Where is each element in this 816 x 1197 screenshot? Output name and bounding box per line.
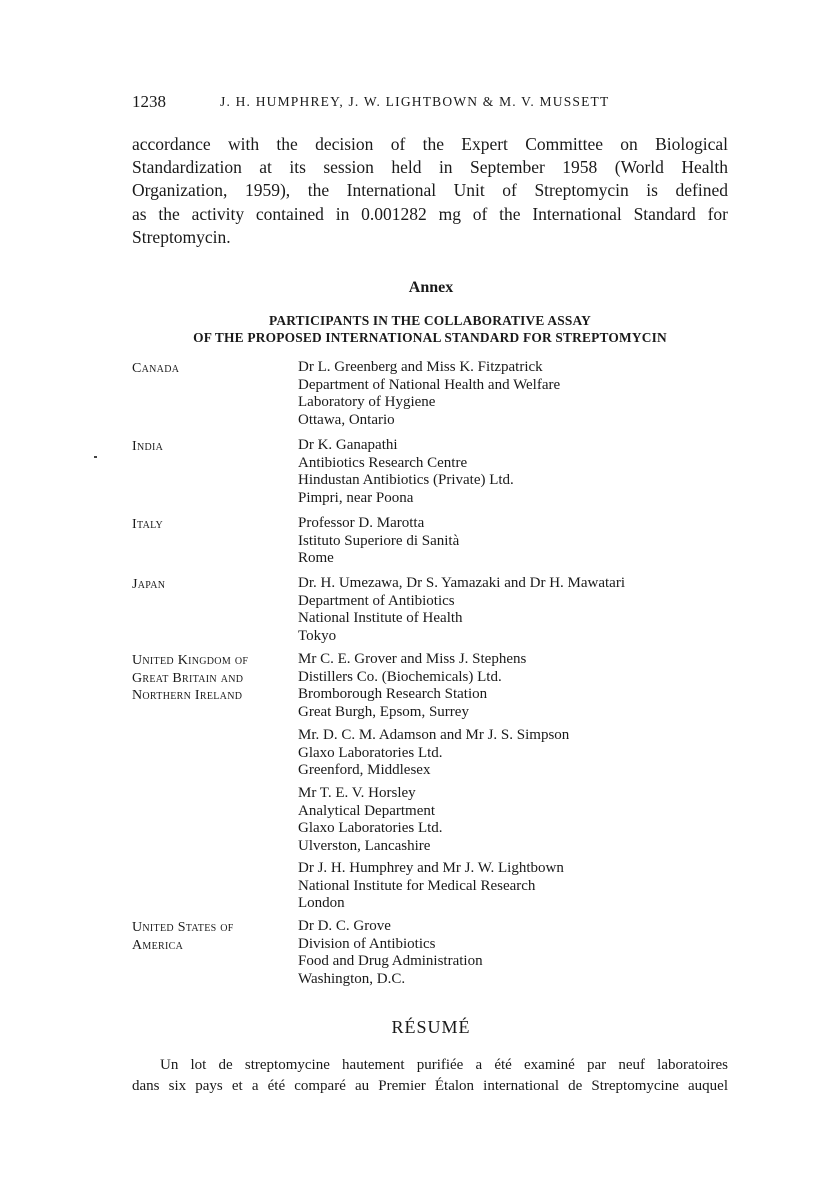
resume-line: dans six pays et a été comparé au Premier Étalon international de Streptomycine auquel bbox=[132, 1078, 728, 1094]
country-line: Northern Ireland bbox=[132, 688, 243, 704]
participant-line: National Institute for Medical Research bbox=[298, 877, 536, 894]
margin-mark bbox=[94, 456, 97, 458]
participant-lines bbox=[298, 515, 728, 568]
participant-lines bbox=[298, 437, 728, 507]
participant-line: Dr. H. Umezawa, Dr S. Yamazaki and Dr H. Mawatari bbox=[298, 575, 625, 591]
participant-line: Professor D. Marotta bbox=[298, 515, 425, 531]
participant-line: Division of Antibiotics bbox=[298, 935, 436, 952]
annex-heading-line: OF THE PROPOSED INTERNATIONAL STANDARD FOR STREPTOMYCIN bbox=[193, 330, 667, 345]
participant-line: Dr K. Ganapathi bbox=[298, 437, 398, 453]
participant-line: Dr D. C. Grove bbox=[298, 918, 391, 934]
participant-line: Bromborough Research Station bbox=[298, 686, 488, 703]
resume-line: Un lot de streptomycine hautement purifiée a été examiné par neuf laboratoires bbox=[160, 1057, 728, 1073]
country-label bbox=[132, 360, 297, 378]
annex-heading bbox=[132, 312, 728, 346]
country-label bbox=[132, 652, 297, 705]
participant-line: Glaxo Laboratories Ltd. bbox=[298, 744, 443, 761]
participant-lines bbox=[298, 359, 728, 429]
intro-line: Streptomycin. bbox=[132, 226, 231, 247]
intro-line: Organization, 1959), the International Unit of Streptomycin is defined bbox=[132, 180, 728, 201]
participant-line: London bbox=[298, 895, 345, 912]
participant-line: Istituto Superiore di Sanità bbox=[298, 532, 460, 549]
intro-line: Standardization at its session held in September 1958 (World Health bbox=[132, 157, 728, 178]
participant-line: Distillers Co. (Biochemicals) Ltd. bbox=[298, 668, 502, 685]
participant-line: Glaxo Laboratories Ltd. bbox=[298, 820, 443, 837]
resume-title: RÉSUMÉ bbox=[391, 1017, 471, 1037]
participant-line: Analytical Department bbox=[298, 802, 436, 819]
country-label bbox=[132, 919, 297, 954]
participant-line: Mr T. E. V. Horsley bbox=[298, 785, 416, 801]
participant-line: National Institute of Health bbox=[298, 610, 463, 627]
country-line: Canada bbox=[132, 361, 180, 376]
participant-line: Ottawa, Ontario bbox=[298, 411, 395, 428]
country-line: United States of bbox=[132, 920, 234, 935]
country-line: India bbox=[132, 439, 164, 454]
participant-lines bbox=[298, 575, 728, 645]
participant-line: Pimpri, near Poona bbox=[298, 489, 414, 506]
participant-line: Dr L. Greenberg and Miss K. Fitzpatrick bbox=[298, 359, 543, 375]
participant-line: Greenford, Middlesex bbox=[298, 762, 431, 779]
country-line: Italy bbox=[132, 517, 164, 532]
participant-lines bbox=[298, 918, 728, 988]
participant-line: Hindustan Antibiotics (Private) Ltd. bbox=[298, 472, 514, 489]
country-line: Great Britain and bbox=[132, 670, 244, 686]
running-head bbox=[132, 92, 722, 116]
participant-line: Great Burgh, Epsom, Surrey bbox=[298, 703, 469, 720]
country-label bbox=[132, 438, 297, 456]
participant-lines bbox=[298, 785, 728, 855]
participant-lines bbox=[298, 860, 728, 913]
participant-line: Tokyo bbox=[298, 627, 337, 644]
country-label bbox=[132, 516, 297, 534]
annex-title: Annex bbox=[408, 279, 454, 296]
participant-line: Washington, D.C. bbox=[298, 970, 406, 987]
participant-lines bbox=[298, 727, 728, 780]
intro-paragraph bbox=[132, 133, 728, 249]
intro-line: as the activity contained in 0.001282 mg of the International Standard for bbox=[132, 203, 728, 224]
participant-line: Dr J. H. Humphrey and Mr J. W. Lightbown bbox=[298, 860, 564, 876]
participant-line: Antibiotics Research Centre bbox=[298, 454, 468, 471]
country-line: United Kingdom of bbox=[132, 653, 249, 668]
country-line: America bbox=[132, 937, 184, 953]
participant-line: Ulverston, Lancashire bbox=[298, 837, 431, 854]
participant-lines bbox=[298, 651, 728, 721]
participant-line: Laboratory of Hygiene bbox=[298, 394, 436, 411]
country-label bbox=[132, 576, 297, 594]
participant-line: Food and Drug Administration bbox=[298, 953, 483, 970]
page-number: 1238 bbox=[132, 92, 166, 111]
participant-line: Mr. D. C. M. Adamson and Mr J. S. Simpson bbox=[298, 727, 570, 743]
participant-line: Department of National Health and Welfare bbox=[298, 376, 561, 393]
participant-line: Rome bbox=[298, 550, 334, 567]
annex-heading-line: PARTICIPANTS IN THE COLLABORATIVE ASSAY bbox=[268, 313, 592, 328]
country-line: Japan bbox=[132, 577, 166, 592]
intro-line: accordance with the decision of the Expert Committee on Biological bbox=[132, 134, 728, 154]
resume-paragraph bbox=[132, 1055, 728, 1097]
participant-line: Mr C. E. Grover and Miss J. Stephens bbox=[298, 651, 527, 667]
running-head-authors: J. H. HUMPHREY, J. W. LIGHTBOWN & M. V. MUSSETT bbox=[220, 94, 610, 109]
participant-line: Department of Antibiotics bbox=[298, 592, 455, 609]
